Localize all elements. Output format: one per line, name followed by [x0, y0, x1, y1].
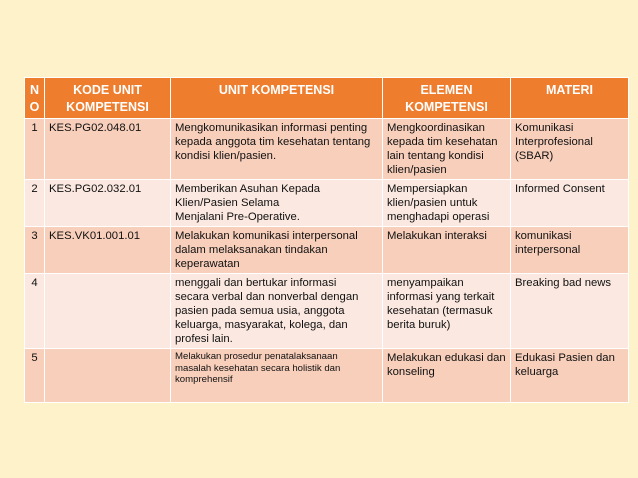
- table-row: [25, 180, 629, 227]
- header-unit-kompetensi: UNIT KOMPETENSI: [171, 78, 383, 119]
- cell-unit: Mengkomunikasikan informasi penting kepada anggota tim kesehatan tentang kondisi klien/pasien.: [171, 119, 383, 180]
- cell-no: 1: [25, 119, 45, 180]
- cell-unit: Melakukan komunikasi interpersonal dalam melaksanakan tindakan keperawatan: [171, 227, 383, 274]
- cell-materi: komunikasi interpersonal: [511, 227, 629, 274]
- cell-no: 3: [25, 227, 45, 274]
- cell-elemen: Mempersiapkan klien/pasien untuk menghadapi operasi: [383, 180, 511, 227]
- cell-kode: [45, 349, 171, 403]
- cell-kode: KES.VK01.001.01: [45, 227, 171, 274]
- header-elemen-kompetensi: ELEMEN KOMPETENSI: [383, 78, 511, 119]
- header-kode-unit: KODE UNIT KOMPETENSI: [45, 78, 171, 119]
- cell-unit: menggali dan bertukar informasi secara verbal dan nonverbal dengan pasien pada semua usia, anggota keluarga, masyarakat, kolega, dan profesi lain.: [171, 274, 383, 349]
- cell-elemen: Melakukan edukasi dan konseling: [383, 349, 511, 403]
- table-row: [25, 119, 629, 180]
- cell-no: 4: [25, 274, 45, 349]
- cell-unit: Memberikan Asuhan Kepada Klien/Pasien Selama Menjalani Pre-Operative.: [171, 180, 383, 227]
- cell-elemen: menyampaikan informasi yang terkait kesehatan (termasuk berita buruk): [383, 274, 511, 349]
- header-materi: MATERI: [511, 78, 629, 119]
- cell-materi: Informed Consent: [511, 180, 629, 227]
- cell-kode: KES.PG02.048.01: [45, 119, 171, 180]
- competency-table: [24, 77, 629, 403]
- cell-kode: [45, 274, 171, 349]
- table-row: [25, 274, 629, 349]
- cell-materi: Komunikasi Interprofesional (SBAR): [511, 119, 629, 180]
- cell-elemen: Mengkoordinasikan kepada tim kesehatan lain tentang kondisi klien/pasien: [383, 119, 511, 180]
- table-row: [25, 227, 629, 274]
- cell-materi: Edukasi Pasien dan keluarga: [511, 349, 629, 403]
- cell-kode: KES.PG02.032.01: [45, 180, 171, 227]
- cell-no: 5: [25, 349, 45, 403]
- table-row: [25, 349, 629, 403]
- cell-no: 2: [25, 180, 45, 227]
- header-row: [25, 78, 629, 119]
- cell-elemen: Melakukan interaksi: [383, 227, 511, 274]
- cell-unit: Melakukan prosedur penatalaksanaan masalah kesehatan secara holistik dan komprehensif: [171, 349, 383, 403]
- cell-materi: Breaking bad news: [511, 274, 629, 349]
- header-no: N O: [25, 78, 45, 119]
